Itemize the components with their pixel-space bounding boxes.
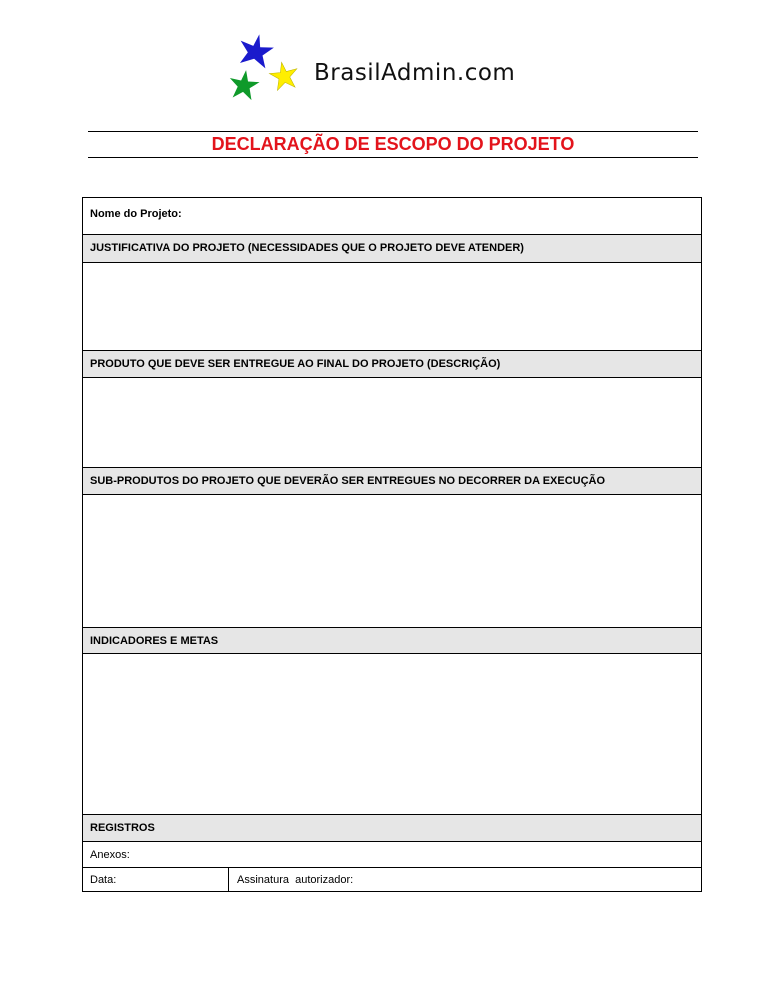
section-heading-label: JUSTIFICATIVA DO PROJETO (NECESSIDADES QUE O PROJETO DEVE ATENDER) [90, 242, 524, 254]
data-assinatura-row [83, 868, 701, 891]
registros-heading-label: REGISTROS [90, 822, 155, 834]
section-heading-produto [83, 351, 701, 378]
assinatura-cell[interactable] [229, 868, 701, 891]
section-field-subprodutos[interactable] [83, 495, 701, 628]
document-title: DECLARAÇÃO DE ESCOPO DO PROJETO [211, 134, 575, 154]
section-heading-subprodutos [83, 468, 701, 495]
stars-logo-icon [226, 32, 316, 110]
section-field-justificativa[interactable] [83, 263, 701, 351]
section-heading-label: INDICADORES E METAS [90, 635, 219, 647]
section-heading-registros [83, 815, 701, 842]
section-heading-label: PRODUTO QUE DEVE SER ENTREGUE AO FINAL DO PROJETO (DESCRIÇÃO) [90, 358, 501, 370]
section-field-produto[interactable] [83, 378, 701, 468]
anexos-label: Anexos: [90, 849, 130, 861]
logo-text: BrasilAdmin.com [314, 60, 516, 86]
title-top-rule [88, 131, 698, 132]
data-label: Data: [90, 874, 117, 886]
section-heading-label: SUB-PRODUTOS DO PROJETO QUE DEVERÃO SER ENTREGUES NO DECORRER DA EXECUÇÃO [90, 475, 606, 487]
section-field-indicadores[interactable] [83, 654, 701, 815]
section-heading-justificativa [83, 235, 701, 263]
project-name-row[interactable] [83, 198, 701, 235]
title-bottom-rule [88, 157, 698, 158]
section-heading-indicadores [83, 628, 701, 654]
scope-form [82, 197, 702, 892]
project-name-label: Nome do Projeto: [90, 208, 182, 220]
assinatura-label: Assinatura autorizador: [237, 874, 354, 886]
brasiladmin-logo [226, 32, 566, 110]
data-cell[interactable] [83, 868, 229, 891]
anexos-row[interactable] [83, 842, 701, 868]
